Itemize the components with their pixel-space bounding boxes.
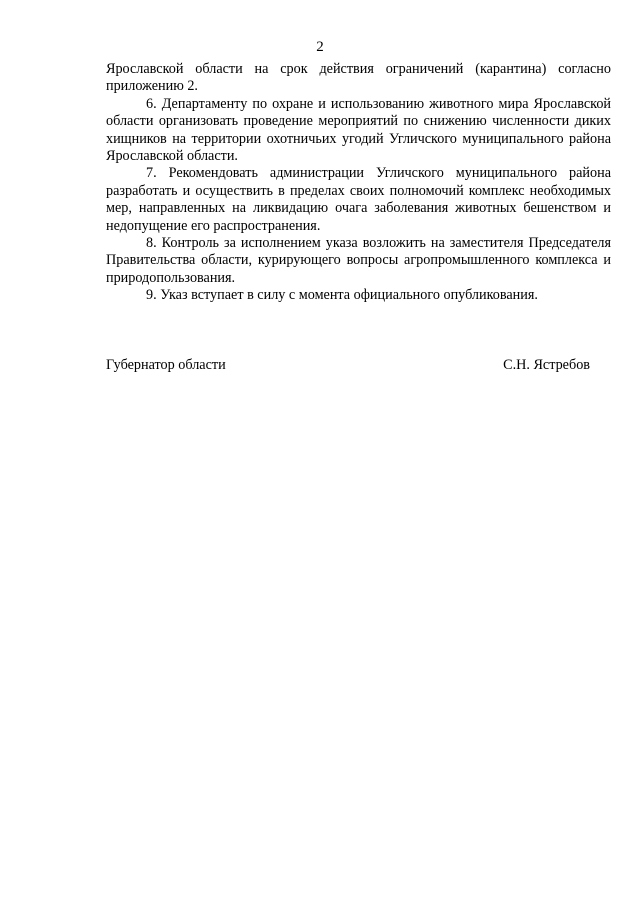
paragraph-text: Указ вступает в силу с момента официального опубликования.: [160, 287, 538, 304]
signatory-name: С.Н. Ястребов: [503, 357, 590, 373]
signature-block: [106, 356, 590, 374]
paragraph-7: [106, 165, 611, 235]
paragraph-number: 8.: [146, 235, 157, 252]
paragraph-number: 7.: [146, 165, 157, 182]
signatory-position: Губернатор области: [106, 357, 226, 373]
paragraph-text: Департаменту по охране и использованию животного мира Ярославской области организовать проведение мероприятий по снижению численности диких хищников на территории охотничьих угодий Угличского муниципального района Ярославской области.: [106, 95, 612, 165]
paragraph-text: Ярославской области на срок действия ограничений (карантина) согласно приложению 2.: [106, 61, 611, 95]
paragraph-text: Рекомендовать администрации Угличского муниципального района разработать и осуществить в пределах своих полномочий комплекс необходимых мер, направленных на ликвидацию очага заболевания животных бешенством и недопущение его распространения.: [106, 165, 611, 234]
paragraph-8: [106, 235, 611, 287]
document-body: [106, 61, 611, 305]
paragraph-9: [106, 287, 611, 304]
page-number: 2: [316, 39, 324, 55]
paragraph-number: 9.: [146, 287, 157, 304]
paragraph-continuation: [106, 61, 611, 96]
paragraph-number: 6.: [146, 95, 157, 112]
paragraph-6: [106, 96, 611, 166]
paragraph-text: Контроль за исполнением указа возложить на заместителя Председателя Правительства области, курирующего вопросы агропромышленного комплекса и природопользования.: [106, 235, 611, 286]
